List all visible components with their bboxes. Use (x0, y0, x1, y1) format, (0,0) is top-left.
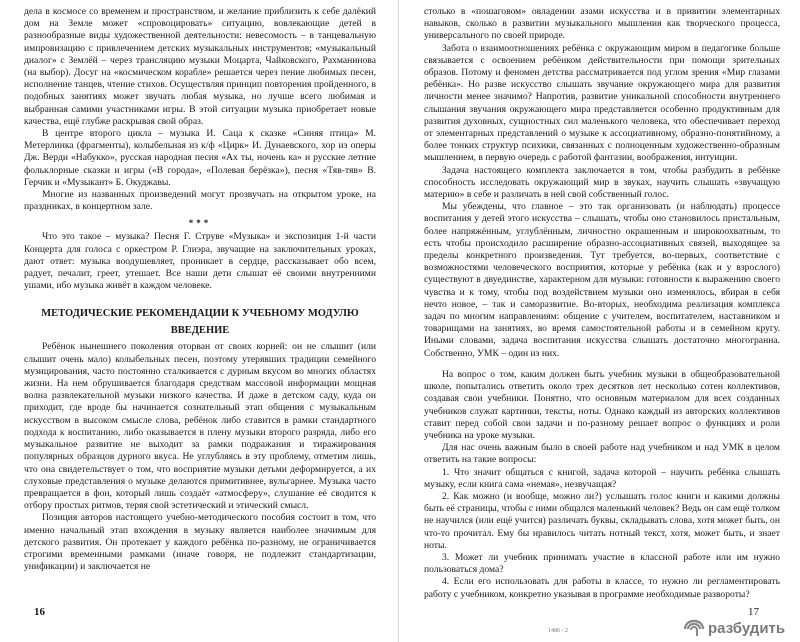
page-number-right: 17 (748, 606, 759, 618)
chapter-heading: МЕТОДИЧЕСКИЕ РЕКОМЕНДАЦИИ К УЧЕБНОМУ МОДУЛЮ (41, 308, 359, 320)
question-4: 4. Если его использовать для работы в классе, то нужно ли регламентировать работу с учебником, конкретно указывая в программе необходимые развороты? (424, 576, 780, 600)
section-heading: ВВЕДЕНИЕ (170, 325, 230, 337)
watermark-logo (682, 619, 796, 639)
section-separator: *** (188, 218, 212, 229)
paragraph: Ребёнок нынешнего поколения оторван от своих корней: он не слышит (или слышит очень мало) колыбельных песен, поэтому утерявших традиции семейного музицирования, часто постоянно сталкивается с дурным вкусом во многих областях жизни. На нем обрушивается благодаря средствам массовой информации мощная волна развлекательной музыки низкого качества. И даже в детском саду, куда он приходит, где вроде бы начинается сознательный этап общения с музыкальным искусством в высоком смысле слова, ребёнок либо ставится в рамки стандартного подхода к воспитанию, либо оказывается в плену музыки второго разряда, либо его музыкальное развитие не выходит за рамки подражания и тиражирования популярных образцов дурного вкуса. Не углубляясь в эту проблему, отметим лишь, что она свидетельствует о том, что восприятие музыки детьми деформируется, а их слуховые представления о музыке делаются примитивнее, вульгарнее. Музыка часто превращается в фон, который лишь создаёт «атмосферу», слушание её сводится к отбору простых ритмов, теряя свой эстетический и этический смысл. (24, 341, 376, 512)
question-1: 1. Что значит общаться с книгой, задача которой – научить ребёнка слышать музыку, если книга сама «немая», незвучащая? (424, 466, 780, 490)
spine-divider (398, 0, 399, 642)
paragraph: Что это такое – музыка? Песня Г. Струве «Музыка» и экспозиция 1-й части Концерта для голоса с оркестром Р. Глиэра, звучащие на заключительных уроках, дают ответ: музыка воодушевляет, проникает в сердце, рассказывает обо всем, радует, печалит, греет, утешает. Все наши дети слышат её своими внутренними ушами, ибо музыка живёт в каждом человеке. (24, 231, 376, 292)
paragraph: Многие из названных произведений могут прозвучать на открытом уроке, на праздниках, в концертном зале. (24, 189, 376, 213)
question-2: 2. Как можно (и вообще, можно ли?) услышать голос книги и какими должны быть её страницы, чтобы с ними общался маленький человек? Ведь он сам ещё толком не научился (или ещё учится) различать буквы, складывать слова, хотя может быть, он что-то прочитал. Ему бы нравилось читать нотный текст, хотя, может быть, и знает ноты. (424, 490, 780, 551)
question-3: 3. Может ли учебник принимать участие в классной работе или им нужно пользоваться дома? (424, 551, 780, 576)
paragraph: столько в «пошаговом» овладении азами искусства и в привитии элементарных навыков, сколько в развитии музыкального мышления как творческого процесса, универсального по своей природе. (424, 6, 780, 42)
page-16 (24, 6, 376, 642)
watermark-text: разбудить (708, 620, 786, 637)
paragraph: Задача настоящего комплекта заключается в том, чтобы разбудить в ребёнке способность исследовать окружающий мир в звуках, научить слышать «звучащую материю» в себе и различать в ней свой собственный голос. (424, 164, 780, 201)
spacer (424, 360, 780, 369)
print-mark: 1486 - 2 (548, 628, 568, 634)
paragraph: Для нас очень важным было в своей работе над учебником и над УМК в целом ответить на такие вопросы: (424, 442, 780, 466)
paragraph: дела в космосе со временем и пространством, и желание приблизить к себе далёкий дом на Земле может «спровоцировать» ситуацию, вовлекающие детей в разнообразные виды художественной деятельности: невесомость – в танцевальную импровизацию с привлечением детских музыкальных инструментов; «музыкальный диалог» с Землёй – через трансляцию музыки Моцарта, Чайковского, Рахманинова (на выбор). Досуг на «космическом корабле» решается через пение любимых песен, исполнение танцев, чтение стихов. Осуществляя принцип повторения пройденного, в подобных занятиях может звучать любая музыка, но лучше всего любимая и выбранная самими участниками игры. В этой ситуации музыка приобретает новые качества, ещё глубже раскрывая свой образ. (24, 6, 376, 127)
paragraph: Забота о взаимоотношениях ребёнка с окружающим миром в педагогике больше связывается с освоением ребёнком действительности при помощи зрительных образов. Потому и феномен детства рассматривается под углом зрения «Мир глазами ребёнка». Но разве искусство слышать звучание окружающего мира для развития личности менее значимо? Напротив, развитие уникальной способности внутреннего слышания звучания окружающего мира представляется особенно продуктивным для развития духовных, сущностных сил маленького человека, что обеспечивает переход от элементарных представлений о музыке к ассоциативному, образно-понятийному, а более тонких структур психики, связанных с полноценным художественно-образным мышлением, в первую очередь с работой фантазии, воображения, интуиции. (424, 42, 780, 164)
page-17 (424, 6, 780, 642)
paragraph: Мы убеждены, что главное – это так организовать (и наблюдать) процессе воспитания у детей этого искусства – слышать, чтобы оно становилось пристальным, более напряжённым, углублённым, личностно окрашенным и широкоохватным, то есть чтобы происходило расширение образно-ассоциативных связей, выходящее за пределы конкретного произведения. Тут требуется, во-первых, соответствие с возможностями человеческого восприятия, которые у ребёнка (как и у взрослого) существуют в двуединстве, характерном для музыки: готовности к выражению своего чувства и к тому, чтобы под воздействием музыки оно изменялось, вбирая в себя нечто новое, – так и саморазвитие. Во-вторых, необходима реализация комплекса задач по многим направлениям: общение с учителем, воспитателем, наставником и товарищами на занятиях, во время самостоятельной работы и в семейном кругу. Иными словами, задача воспитания искусства слышать достаточно многогранна. Собственно, УМК – один из них. (424, 201, 780, 359)
paragraph: Позиция авторов настоящего учебно-методического пособия состоит в том, что именно начальный этап вхождения в музыку является наиболее значимым для детского развития. Он протекает у каждого ребёнка по-разному, не ограничивается строгими временными рамками (иначе говоря, не подлежит стандартизации, унификации) и заключается не (24, 512, 376, 573)
paragraph: В центре второго цикла – музыка И. Саца к сказке «Синяя птица» М. Метерлинка (фрагменты), колыбельная из к/ф «Цирк» И. Дунаевского, хор из оперы Дж. Верди «Набукко», русская народная песня «Ах ты, ночень ка» и русские летние фольклорные сказки и игры («В города», «Полевая берёзка»), песня «Тяв-тяв» В. Герчик и «Музыкант» Б. Окуджавы. (24, 128, 376, 188)
paragraph: На вопрос о том, каким должен быть учебник музыки в общеобразовательной школе, попытались ответить около трех десятков лет несколько сотен коллективов, создавая свои учебники. Понятно, что основным материалом для всех созданных учебников служат картинки, тексты, ноты. Однако каждый из авторских коллективов ставит перед собой свои задачи и по-разному решает вопрос о функциях и роли учебника на уроке музыки. (424, 368, 780, 441)
page-number-left: 16 (34, 606, 45, 618)
labyrinth-logo-icon (682, 619, 706, 639)
